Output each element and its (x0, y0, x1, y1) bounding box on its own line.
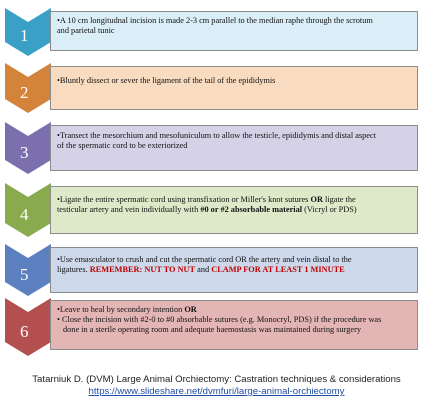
step-5-line-2 (57, 265, 411, 275)
step-5-remember: REMEMBER: NUT TO NUT (89, 265, 196, 274)
step-2-box (50, 66, 418, 110)
step-6-line-3: done in a sterile operating room and adequate haemostasis was maintained during surgery (63, 325, 361, 334)
step-1-line-1: •A 10 cm longitudnal incision is made 2-3 cm parallel to the median raphe through the scrotum (57, 16, 373, 25)
step-2-number: 2 (20, 83, 29, 102)
step-2 (0, 63, 433, 113)
step-6-box (50, 300, 418, 350)
step-5 (0, 244, 433, 296)
step-4-text-c: testicular artery and vein individually with (57, 205, 201, 214)
step-5-text-b: ligatures. (57, 265, 90, 274)
step-3-box (50, 125, 418, 171)
step-6-number: 6 (20, 322, 29, 341)
step-3-line-1: •Transect the mesorchium and mesofuniculum to allow the testicle, epididymis and distal aspect (57, 131, 376, 140)
step-4-box (50, 186, 418, 234)
step-4-material: #0 or #2 absorbable material (200, 205, 303, 214)
step-6 (0, 298, 433, 356)
step-5-box (50, 247, 418, 293)
step-5-and: and (195, 265, 212, 274)
step-6-line-1 (57, 305, 411, 315)
step-6-text-a: •Leave to heal by secondary intention (57, 305, 185, 314)
step-4-line-2 (57, 205, 411, 215)
step-4-text-b: ligate the (322, 195, 356, 204)
step-4 (0, 183, 433, 237)
step-1 (0, 8, 433, 56)
step-6-line-2: • Close the incision with #2-0 to #0 absorbable sutures (e.g. Monocryl, PDS) if the procedure was (57, 315, 382, 324)
step-3-number: 3 (20, 143, 29, 162)
step-2-line-1: •Bluntly dissect or sever the ligament of the tail of the epididymis (57, 76, 276, 85)
step-3-line-2: of the spermatic cord to be exteriorized (57, 141, 188, 150)
step-4-text-a: •Ligate the entire spermatic cord using transfixation or Miller's knot sutures (57, 195, 311, 204)
step-1-box (50, 11, 418, 51)
step-4-number: 4 (20, 205, 29, 224)
citation: Tatarniuk D. (DVM) Large Animal Orchiectomy: Castration techniques & considerations (32, 374, 401, 385)
step-4-or: OR (310, 195, 323, 204)
step-5-line-1: •Use emasculator to crush and cut the spermatic cord OR the artery and vein distal to the (57, 255, 352, 264)
step-5-number: 5 (20, 265, 29, 284)
step-1-line-2: and parietal tunic (57, 26, 115, 35)
step-5-clamp: CLAMP FOR AT LEAST 1 MINUTE (211, 265, 345, 274)
step-1-number: 1 (20, 26, 29, 45)
citation-link[interactable]: https://www.slideshare.net/dvmfuri/large-animal-orchiectomy (88, 386, 345, 397)
step-6-or: OR (184, 305, 197, 314)
step-4-text-e: (Vicryl or PDS) (302, 205, 357, 214)
step-3 (0, 122, 433, 174)
step-4-line-1 (57, 195, 411, 205)
